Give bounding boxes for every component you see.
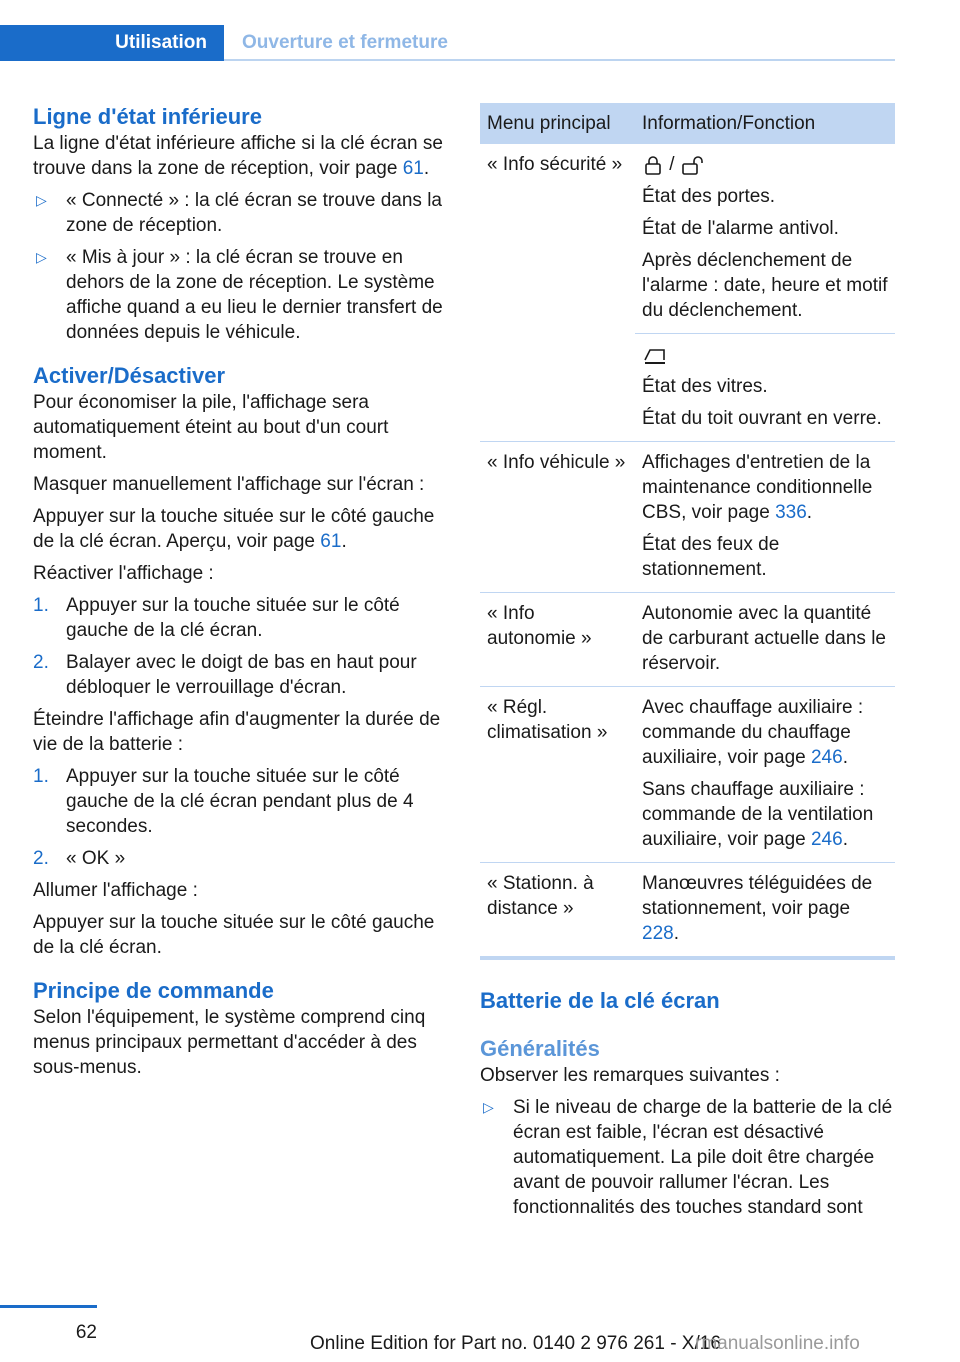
paragraph: La ligne d'état inférieure affiche si la clé écran se trouve dans la zone de réception, voir page 61. bbox=[33, 133, 443, 179]
list-item: ▷ « Connecté » : la clé écran se trouve dans la zone de réception. bbox=[36, 190, 443, 236]
page-link[interactable]: 61 bbox=[320, 531, 342, 552]
paragraph: Selon l'équipement, le système comprend cinq menus principaux permettant d'accéder à des sous-menus. bbox=[33, 1007, 426, 1078]
subsection-title-general: Généralités bbox=[480, 1036, 600, 1061]
paragraph: Appuyer sur la touche située sur le côté gauche de la clé écran. Aperçu, voir page 61. bbox=[33, 506, 435, 552]
table-cell: « Régl. climatisation » bbox=[480, 687, 635, 863]
table-cell: Manœuvres téléguidées de stationnement, voir page 228. bbox=[635, 863, 895, 959]
paragraph: Réactiver l'affichage : bbox=[33, 563, 214, 584]
bullet-list bbox=[480, 1095, 895, 1220]
paragraph: Observer les remarques suivantes : bbox=[480, 1065, 780, 1086]
table-cell: Autonomie avec la quantité de carburant actuelle dans le réservoir. bbox=[635, 593, 895, 687]
list-item: 1. Appuyer sur la touche située sur le côté gauche de la clé écran pendant plus de 4 secondes. bbox=[33, 766, 414, 837]
lock-open-icon bbox=[680, 154, 706, 176]
page-link[interactable]: 336 bbox=[775, 502, 807, 523]
table-row bbox=[480, 863, 895, 959]
table-cell: « Stationn. à distance » bbox=[480, 863, 635, 959]
table-cell: État des vitres. État du toit ouvrant en verre. bbox=[635, 334, 895, 442]
page-link[interactable]: 246 bbox=[810, 747, 843, 768]
list-item: ▷ « Mis à jour » : la clé écran se trouve en dehors de la zone de réception. Le système affiche quand a eu lieu le dernier transfert de données depuis le véhicule. bbox=[36, 247, 443, 343]
section-title-battery: Batterie de la clé écran bbox=[480, 988, 720, 1013]
table-cell: Avec chauffage auxiliaire : commande du chauffage auxiliaire, voir page 246. Sans chauffage auxiliaire : commande de la ventilation auxiliaire, voir page 246. bbox=[635, 687, 895, 863]
triangle-bullet-icon: ▷ bbox=[483, 1099, 494, 1115]
car-window-icon bbox=[642, 344, 668, 366]
table-row bbox=[480, 144, 895, 334]
tab-ouverture-fermeture[interactable]: Ouverture et fermeture bbox=[242, 32, 448, 53]
list-item: 1. Appuyer sur la touche située sur le côté gauche de la clé écran. bbox=[33, 595, 400, 641]
column-header-menu: Menu principal bbox=[480, 103, 635, 144]
table-cell: « Info sécurité » bbox=[480, 144, 635, 442]
table-row bbox=[480, 687, 895, 863]
table-cell: « Info véhicule » bbox=[480, 442, 635, 593]
footer-edition: Online Edition for Part no. 0140 2 976 261 - X/16 bbox=[310, 1333, 721, 1354]
page-link[interactable]: 228 bbox=[642, 923, 674, 944]
paragraph: Masquer manuellement l'affichage sur l'écran : bbox=[33, 474, 425, 495]
menu-table bbox=[480, 103, 895, 960]
table-cell: « Info autonomie » bbox=[480, 593, 635, 687]
watermark: rmanualsonline.info bbox=[695, 1333, 860, 1354]
page-number: 62 bbox=[0, 1305, 97, 1344]
page-link[interactable]: 61 bbox=[402, 158, 424, 179]
list-item: ▷ Si le niveau de charge de la batterie de la clé écran est faible, l'écran est désactivé automatiquement. La pile doit être chargée avant de pouvoir rallumer l'écran. Les fonctionnalités des touches standard sont bbox=[483, 1097, 893, 1218]
section-title-principle: Principe de commande bbox=[33, 978, 274, 1003]
paragraph: Allumer l'affichage : bbox=[33, 880, 198, 901]
table-row bbox=[480, 593, 895, 687]
top-navigation bbox=[0, 25, 895, 61]
table-cell: / État des portes. État de l'alarme antivol. Après déclenchement de l'alarme : date, heure et motif du déclenchement. bbox=[642, 154, 888, 321]
table-row bbox=[480, 442, 895, 593]
paragraph: Pour économiser la pile, l'affichage sera automatiquement éteint au bout d'un court moment. bbox=[33, 392, 389, 463]
lock-closed-icon bbox=[642, 154, 664, 176]
list-item: 2. Balayer avec le doigt de bas en haut pour débloquer le verrouillage d'écran. bbox=[33, 652, 417, 698]
section-title-activate: Activer/Désactiver bbox=[33, 363, 226, 388]
list-item: 2. « OK » bbox=[33, 848, 126, 869]
numbered-list bbox=[33, 593, 449, 700]
table-header-row bbox=[480, 103, 895, 144]
paragraph: Éteindre l'affichage afin d'augmenter la durée de vie de la batterie : bbox=[33, 709, 441, 755]
tab-utilisation[interactable]: Utilisation bbox=[0, 25, 224, 61]
bullet-list bbox=[33, 188, 449, 345]
right-column-battery bbox=[480, 987, 895, 1227]
header-rule bbox=[224, 59, 895, 61]
column-header-info: Information/Fonction bbox=[635, 103, 895, 144]
triangle-bullet-icon: ▷ bbox=[36, 249, 47, 265]
table-cell: Affichages d'entretien de la maintenance conditionnelle CBS, voir page 336. État des feux de stationnement. bbox=[635, 442, 895, 593]
paragraph: Appuyer sur la touche située sur le côté gauche de la clé écran. bbox=[33, 912, 435, 958]
section-title-status-line: Ligne d'état inférieure bbox=[33, 104, 262, 129]
page-link[interactable]: 246 bbox=[810, 829, 843, 850]
numbered-list bbox=[33, 764, 449, 871]
left-column bbox=[33, 103, 449, 1087]
triangle-bullet-icon: ▷ bbox=[36, 192, 47, 208]
